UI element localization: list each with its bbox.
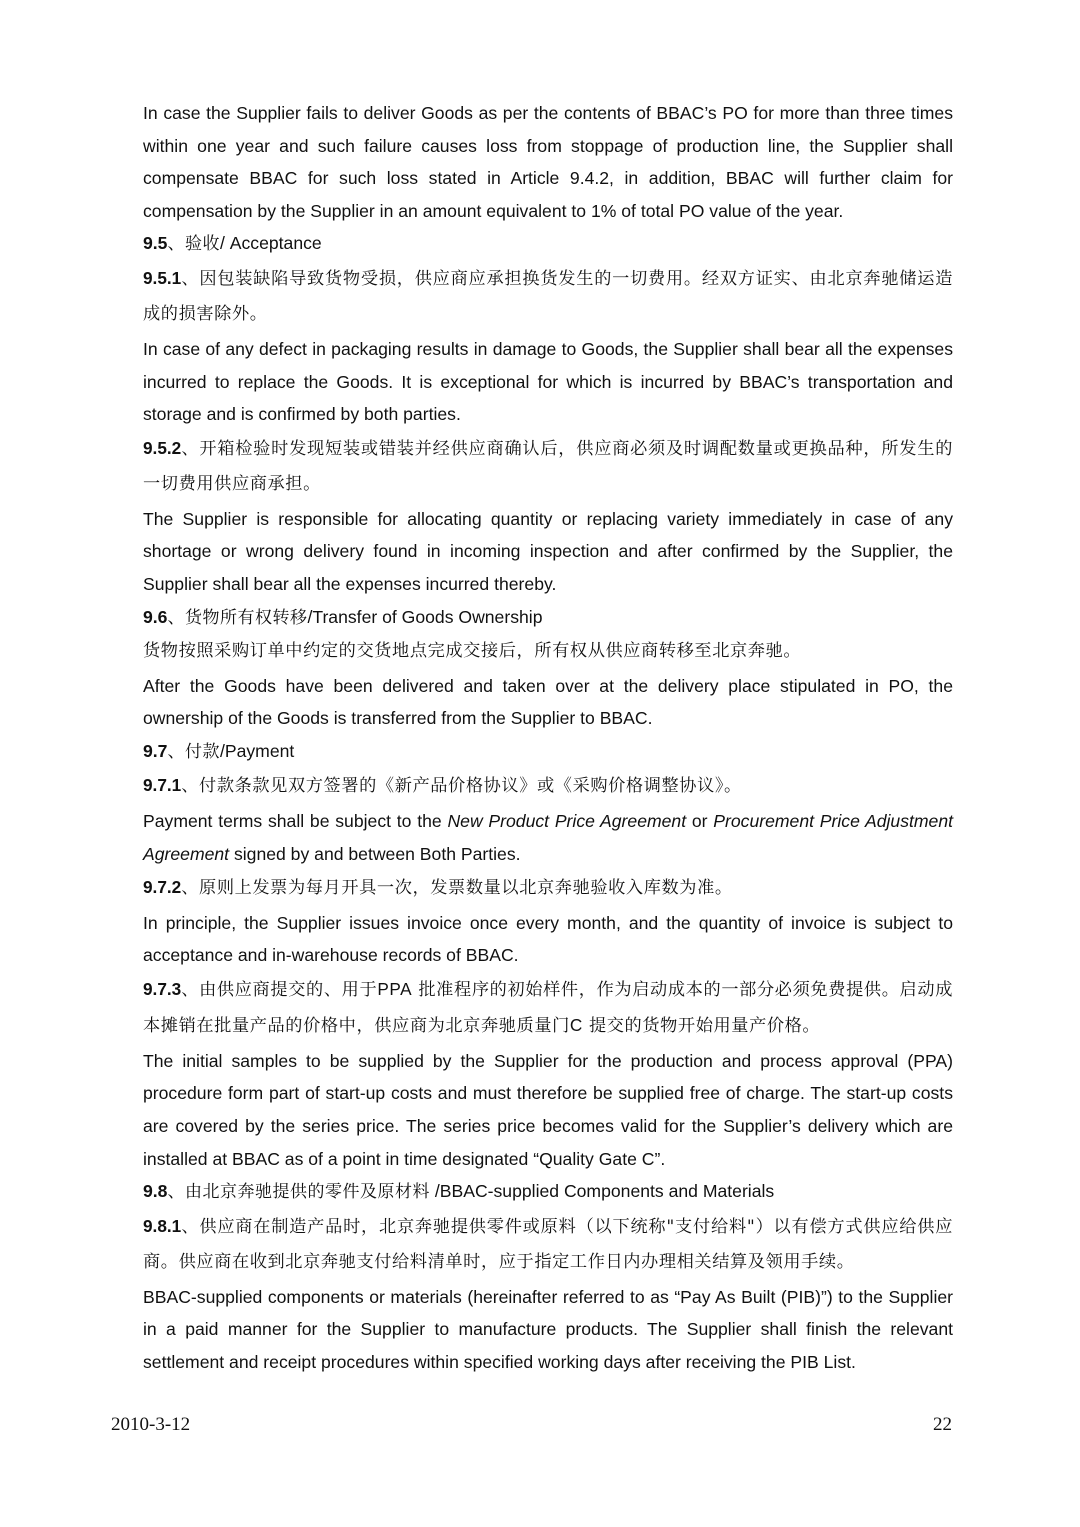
section-9-8-heading bbox=[143, 1175, 953, 1209]
clause-9-7-1-en bbox=[143, 805, 953, 870]
clause-9-5-2-en: The Supplier is responsible for allocating quantity or replacing variety immediately in case of any shortage or wrong delivery found in incoming inspection and after confirmed by the Supplier, the Supplier shall bear all the expenses incurred thereby. bbox=[143, 508, 953, 594]
clause-text-zh: 批准程序的初始样件，作为启动成本的一部分必须免费提供。启动成本摊销在批量产品的价格中，供应商为北京奔驰质量门 bbox=[143, 979, 953, 1037]
clause-9-7-2-zh bbox=[143, 870, 953, 907]
section-number: 9.8 bbox=[143, 1181, 168, 1202]
clause-text-part: signed by and between Both Parties. bbox=[229, 843, 521, 864]
section-title-en: /Transfer of Goods Ownership bbox=[307, 606, 543, 627]
clause-9-7-3-zh bbox=[143, 972, 953, 1045]
clause-text-zh: 原则上发票为每月开具一次，发票数量以北京奔驰验收入库数为准。 bbox=[199, 878, 733, 899]
clause-number: 9.7.3 bbox=[143, 978, 182, 999]
clause-9-5-1-en: In case of any defect in packaging results in damage to Goods, the Supplier shall bear all the expenses incurred to replace the Goods. It is exceptional for which is incurred by BBAC’s transportation and storage and is confirmed by both parties. bbox=[143, 338, 953, 425]
section-separator: 、 bbox=[167, 741, 185, 762]
footer-date: 2010-3-12 bbox=[111, 1414, 191, 1435]
section-number: 9.7 bbox=[143, 740, 168, 761]
section-9-6-text-zh: 货物按照采购订单中约定的交货地点完成交接后，所有权从供应商转移至北京奔驰。 bbox=[143, 641, 802, 662]
clause-number: 9.8.1 bbox=[143, 1215, 182, 1236]
clause-9-8-1-zh bbox=[143, 1209, 953, 1281]
section-number: 9.5 bbox=[143, 233, 168, 254]
section-9-6-text-en: After the Goods have been delivered and taken over at the delivery place stipulated in PO, the ownership of the Goods is transferred from the Supplier to BBAC. bbox=[143, 675, 953, 729]
paragraph-supplier-failure: In case the Supplier fails to deliver Goods as per the contents of BBAC’s PO for more than three times within one year and such failure causes loss from stoppage of production line, the Supplier shall compensate BBAC for such loss stated in Article 9.4.2, in addition, BBAC will further claim for compensation by the Supplier in an amount equivalent to 1% of total PO value of the year. bbox=[143, 103, 953, 221]
clause-separator: 、 bbox=[181, 1216, 200, 1237]
clause-text-zh: 供应商在制造产品时，北京奔驰提供零件或原料（以下统称"支付给料"）以有偿方式供应给供应商。供应商在收到北京奔驰支付给料清单时，应于指定工作日内办理相关结算及领用手续。 bbox=[143, 1216, 953, 1273]
clause-text-zh: 付款条款见双方签署的《新产品价格协议》或《采购价格调整协议》。 bbox=[199, 776, 742, 797]
clause-separator: 、 bbox=[181, 878, 200, 899]
section-title-zh: 由北京奔驰提供的零件及原材料 bbox=[184, 1182, 430, 1203]
document-body bbox=[143, 97, 953, 1379]
clause-separator: 、 bbox=[181, 776, 200, 797]
clause-9-7-2-en: In principle, the Supplier issues invoice once every month, and the quantity of invoice is subject to acceptance and in-warehouse records of BBAC. bbox=[143, 912, 953, 966]
section-separator: 、 bbox=[167, 234, 185, 255]
section-title-en: /BBAC-supplied Components and Materials bbox=[429, 1181, 775, 1202]
clause-number: 9.5.2 bbox=[143, 437, 182, 458]
section-number: 9.6 bbox=[143, 606, 168, 627]
clause-9-7-3-en: The initial samples to be supplied by the Supplier for the production and process approval (PPA) procedure form part of start-up costs and must therefore be supplied free of charge. The start-up costs are covered by the series price. The series price becomes valid for the Supplier’s delivery which are installed at BBAC as of a point in time designated “Quality Gate C”. bbox=[143, 1050, 953, 1169]
agreement-title-procurement: Procurement Price Adjustment Agreement bbox=[143, 810, 954, 864]
section-9-7-heading bbox=[143, 735, 953, 769]
clause-separator: 、 bbox=[181, 979, 200, 1000]
section-9-5-heading bbox=[143, 227, 953, 261]
clause-text-zh: 由供应商提交的、用于 bbox=[199, 979, 378, 1000]
clause-number: 9.7.1 bbox=[143, 775, 182, 796]
agreement-title-new-product: New Product Price Agreement bbox=[447, 810, 687, 831]
section-separator: 、 bbox=[167, 607, 185, 628]
section-title-en: / Acceptance bbox=[219, 233, 322, 254]
clause-term-ppa: PPA bbox=[377, 978, 413, 999]
clause-number: 9.7.2 bbox=[143, 877, 182, 898]
clause-text-part: Payment terms shall be subject to the bbox=[143, 810, 448, 831]
page-number: 22 bbox=[933, 1414, 952, 1435]
clause-9-8-1-en: BBAC-supplied components or materials (hereinafter referred to as “Pay As Built (PIB)”) to the Supplier in a paid manner for the Supplier to manufacture products. The Supplier shall finish the relevant settlement and receipt procedures within specified working days after receiving the PIB List. bbox=[143, 1286, 953, 1372]
clause-text-zh: 提交的货物开始用量产价格。 bbox=[582, 1016, 821, 1037]
section-title-zh: 验收 bbox=[184, 234, 220, 255]
clause-text-part: or bbox=[686, 810, 714, 831]
clause-9-7-1-zh bbox=[143, 768, 953, 805]
section-separator: 、 bbox=[167, 1182, 185, 1203]
section-9-6-heading bbox=[143, 601, 953, 635]
clause-number: 9.5.1 bbox=[143, 267, 182, 288]
clause-9-5-2-zh bbox=[143, 431, 953, 503]
section-title-zh: 付款 bbox=[184, 741, 220, 762]
clause-text-zh: 开箱检验时发现短装或错装并经供应商确认后，供应商必须及时调配数量或更换品种，所发生的一切费用供应商承担。 bbox=[143, 438, 953, 495]
clause-separator: 、 bbox=[181, 268, 200, 289]
clause-term-gate: C bbox=[569, 1015, 583, 1036]
clause-separator: 、 bbox=[181, 438, 200, 459]
section-title-en: /Payment bbox=[219, 740, 295, 761]
section-title-zh: 货物所有权转移 bbox=[184, 607, 308, 628]
clause-text-zh: 因包装缺陷导致货物受损，供应商应承担换货发生的一切费用。经双方证实、由北京奔驰储运造成的损害除外。 bbox=[143, 268, 953, 325]
clause-9-5-1-zh bbox=[143, 261, 953, 333]
